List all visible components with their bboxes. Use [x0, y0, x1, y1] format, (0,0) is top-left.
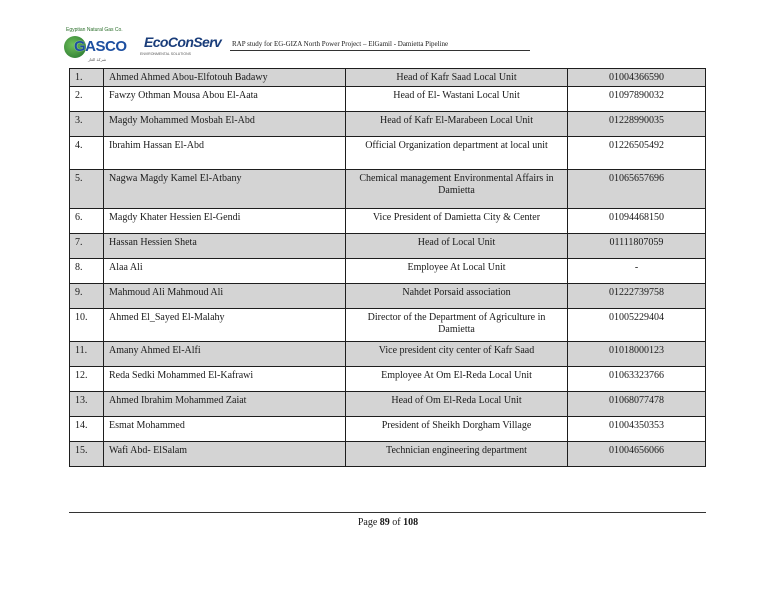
row-number: 15. [70, 442, 104, 467]
contact-phone: 01228990035 [568, 112, 706, 137]
row-number: 11. [70, 342, 104, 367]
footer-divider [69, 512, 706, 513]
row-number: 1. [70, 69, 104, 87]
gasco-tagline: Egyptian Natural Gas Co. [66, 27, 123, 33]
contact-position: Technician engineering department [346, 442, 568, 467]
row-number: 5. [70, 170, 104, 209]
table-row [70, 170, 706, 209]
contact-name: Mahmoud Ali Mahmoud Ali [104, 284, 346, 309]
table-row [70, 342, 706, 367]
row-number: 6. [70, 209, 104, 234]
contact-phone: 01222739758 [568, 284, 706, 309]
contact-name: Alaa Ali [104, 259, 346, 284]
contact-name: Esmat Mohammed [104, 417, 346, 442]
contact-position: Director of the Department of Agriculture in Damietta [346, 309, 568, 342]
contact-name: Ahmed El_Sayed El-Malahy [104, 309, 346, 342]
contact-phone: 01004366590 [568, 69, 706, 87]
row-number: 8. [70, 259, 104, 284]
contact-name: Ahmed Ahmed Abou-Elfotouh Badawy [104, 69, 346, 87]
table-row [70, 367, 706, 392]
row-number: 14. [70, 417, 104, 442]
page-number [0, 517, 776, 528]
contact-phone: 01005229404 [568, 309, 706, 342]
document-title: RAP study for EG-GIZA North Power Project – ElGamil - Damietta Pipeline [232, 40, 449, 48]
contact-name: Reda Sedki Mohammed El-Kafrawi [104, 367, 346, 392]
row-number: 4. [70, 137, 104, 170]
contact-name: Wafi Abd- ElSalam [104, 442, 346, 467]
table-row [70, 87, 706, 112]
table-row [70, 442, 706, 467]
ecoconserv-sub: ENVIRONMENTAL SOLUTIONS [140, 52, 191, 56]
contact-name: Fawzy Othman Mousa Abou El-Aata [104, 87, 346, 112]
contact-position: Nahdet Porsaid association [346, 284, 568, 309]
table-row [70, 209, 706, 234]
header-divider [230, 50, 530, 51]
table-row [70, 112, 706, 137]
gasco-logo [64, 27, 127, 62]
contact-position: Chemical management Environmental Affairs in Damietta [346, 170, 568, 209]
contact-name: Nagwa Magdy Kamel El-Atbany [104, 170, 346, 209]
table-row [70, 392, 706, 417]
contact-phone: 01111807059 [568, 234, 706, 259]
row-number: 2. [70, 87, 104, 112]
contact-phone: 01068077478 [568, 392, 706, 417]
contact-phone: - [568, 259, 706, 284]
contact-phone: 01018000123 [568, 342, 706, 367]
contact-position: Vice president city center of Kafr Saad [346, 342, 568, 367]
page-total: 108 [403, 517, 419, 528]
row-number: 13. [70, 392, 104, 417]
contacts-table [69, 68, 706, 467]
contact-position: Head of Kafr Saad Local Unit [346, 69, 568, 87]
contact-position: Official Organization department at local unit [346, 137, 568, 170]
contact-position: Head of Local Unit [346, 234, 568, 259]
contact-name: Magdy Mohammed Mosbah El-Abd [104, 112, 346, 137]
contact-position: Employee At Local Unit [346, 259, 568, 284]
row-number: 12. [70, 367, 104, 392]
contact-position: Head of Kafr El-Marabeen Local Unit [346, 112, 568, 137]
table-row [70, 259, 706, 284]
page-of-label: of [392, 517, 401, 528]
contact-name: Magdy Khater Hessien El-Gendi [104, 209, 346, 234]
row-number: 3. [70, 112, 104, 137]
contact-phone: 01063323766 [568, 367, 706, 392]
row-number: 9. [70, 284, 104, 309]
contact-phone: 01004350353 [568, 417, 706, 442]
contact-phone: 01094468150 [568, 209, 706, 234]
page-label: Page [357, 517, 378, 528]
table-row [70, 234, 706, 259]
gasco-arabic-sub: شركة الغاز [88, 57, 107, 62]
contact-name: Ahmed Ibrahim Mohammed Zaiat [104, 392, 346, 417]
contact-name: Amany Ahmed El-Alfi [104, 342, 346, 367]
ecoconserv-logo [140, 34, 230, 62]
contact-position: Head of Om El-Reda Local Unit [346, 392, 568, 417]
ecoconserv-wordmark: EcoConServ [144, 34, 222, 50]
page-header [62, 26, 532, 64]
contact-position: Vice President of Damietta City & Center [346, 209, 568, 234]
table-row [70, 417, 706, 442]
contact-phone: 01097890032 [568, 87, 706, 112]
contact-position: Head of El- Wastani Local Unit [346, 87, 568, 112]
table-row [70, 284, 706, 309]
contact-phone: 01004656066 [568, 442, 706, 467]
contact-name: Hassan Hessien Sheta [104, 234, 346, 259]
contact-position: President of Sheikh Dorgham Village [346, 417, 568, 442]
row-number: 10. [70, 309, 104, 342]
contact-phone: 01226505492 [568, 137, 706, 170]
table-row [70, 137, 706, 170]
contact-name: Ibrahim Hassan El-Abd [104, 137, 346, 170]
gasco-wordmark: GASCO [74, 38, 127, 55]
row-number: 7. [70, 234, 104, 259]
page-current: 89 [379, 517, 390, 528]
table-row [70, 309, 706, 342]
contact-position: Employee At Om El-Reda Local Unit [346, 367, 568, 392]
table-row [70, 69, 706, 87]
contact-phone: 01065657696 [568, 170, 706, 209]
